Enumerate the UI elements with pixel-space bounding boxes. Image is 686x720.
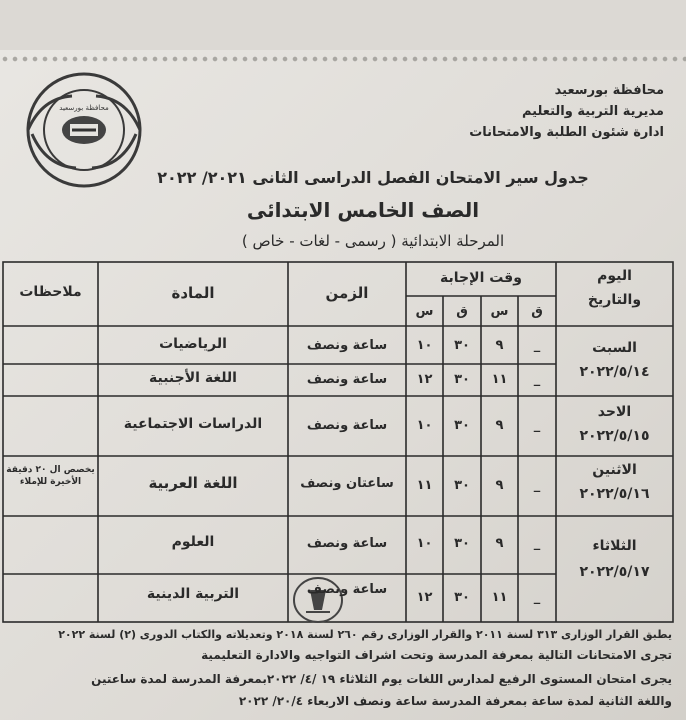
to-hour: ١٢ [416,372,433,387]
duration-cell: ساعة ونصف [306,582,388,597]
to-hour: ١٠ [416,536,433,551]
subject-cell: التربية الدينية [146,586,240,602]
from-hour: ٩ [495,536,504,551]
notes-cell: يخصص ال ٢٠ دقيقة الأخيرة للإملاء [6,465,95,487]
from-minute: _ [533,372,541,387]
from-hour: ٩ [495,418,504,433]
schedule-title: جدول سير الامتحان الفصل الدراسى الثانى ٢٠٢١/ ٢٠٢٢ [157,168,589,187]
date-cell: ٢٠٢٢/٥/١٥ [579,428,650,444]
header-from-s: س [490,304,509,319]
to-hour: ١٢ [416,590,433,605]
to-hour: ١١ [416,478,433,493]
header-duration: الزمن [325,284,369,302]
header-date: والتاريخ [587,292,642,308]
duration-cell: ساعة ونصف [306,418,388,433]
day-cell: الاحد [597,404,632,420]
footer-advanced-level-note: يجرى امتحان المستوى الرفيع لمدارس اللغات يوم الثلاثاء ١٩ /٤/ ٢٠٢٢بمعرفة المدرسة لمدة ساعتين [91,672,672,686]
footer-second-language-note: واللغة الثانية لمدة ساعة بمعرفة المدرسة ساعة ونصف الاربعاء ٢٠/٤/ ٢٠٢٢ [238,694,672,708]
day-cell: الاثنين [592,462,637,478]
stage-subtitle: المرحلة الابتدائية ( رسمى - لغات - خاص ) [241,232,505,250]
subject-cell: العلوم [171,534,215,550]
header-notes: ملاحظات [19,284,82,300]
date-cell: ٢٠٢٢/٥/١٧ [579,564,650,580]
day-cell: الثلاثاء [592,538,637,554]
header-day: اليوم [597,268,632,284]
logo-lettering: محافظة بورسعيد [59,104,109,112]
from-hour: ٩ [495,478,504,493]
to-minute: ٣٠ [454,338,470,353]
from-minute: _ [533,418,541,433]
day-cell: السبت [592,340,637,356]
to-minute: ٣٠ [454,590,470,605]
footer-regulation-note: يطبق القرار الوزارى ٣١٣ لسنة ٢٠١١ والقرار الوزارى رقم ٢٦٠ لسنة ٢٠١٨ وتعديلاته والكتاب الدورى (٢) لسنة ٢٠٢٢ [58,628,672,641]
to-minute: ٣٠ [454,372,470,387]
footer-school-exams-note: تجرى الامتحانات التالية بمعرفة المدرسة وتحت اشراف التواجيه والادارة التعليمية [201,648,672,662]
to-hour: ١٠ [416,418,433,433]
duration-cell: ساعة ونصف [306,372,388,387]
from-hour: ٩ [495,338,504,353]
subject-cell: الرياضيات [159,336,227,352]
from-hour: ١١ [491,590,508,605]
from-hour: ١١ [491,372,508,387]
to-minute: ٣٠ [454,536,470,551]
from-minute: _ [533,536,541,551]
from-minute: _ [533,338,541,353]
duration-cell: ساعة ونصف [306,536,388,551]
header-line-governorate: محافظة بورسعيد [554,83,664,98]
subject-cell: اللغة الأجنبية [149,370,237,386]
to-hour: ١٠ [416,338,433,353]
header-to-q: ق [456,304,468,319]
header-from-q: ق [531,304,543,319]
grade-title: الصف الخامس الابتدائى [246,198,480,222]
to-minute: ٣٠ [454,418,470,433]
subject-cell: اللغة العربية [148,474,238,492]
from-minute: _ [533,478,541,493]
header-answer-time: وقت الإجابة [440,270,522,286]
date-cell: ٢٠٢٢/٥/١٦ [579,486,650,502]
subject-cell: الدراسات الاجتماعية [123,416,263,432]
date-cell: ٢٠٢٢/٥/١٤ [579,364,650,380]
header-subject: المادة [171,284,215,302]
to-minute: ٣٠ [454,478,470,493]
duration-cell: ساعة ونصف [306,338,388,353]
header-line-department: ادارة شئون الطلبة والامتحانات [469,125,664,140]
header-line-directorate: مديرية التربية والتعليم [521,104,664,119]
from-minute: _ [533,590,541,605]
header-to-s: س [415,304,434,319]
duration-cell: ساعتان ونصف [300,476,394,491]
